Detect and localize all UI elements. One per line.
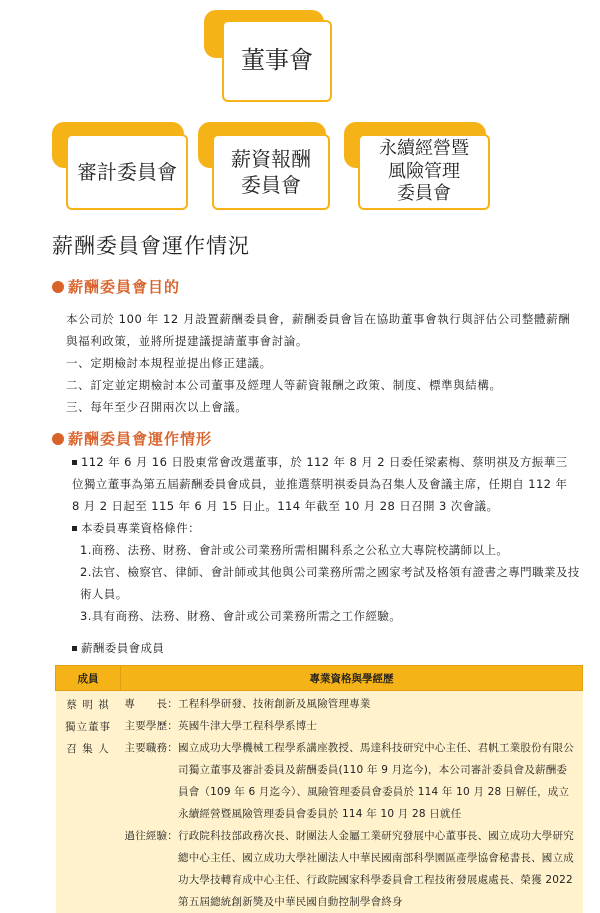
qualification-3: 3.具有商務、法務、財務、會計或公司業務所需之工作經驗。: [80, 605, 580, 627]
sustainability-committee-box: 永續經營暨 風險管理 委員會: [358, 134, 490, 210]
table-header-row: [56, 666, 583, 691]
bullet-dot-icon: [52, 281, 64, 293]
operation-bullet-3-text: 薪酬委員會成員: [81, 641, 164, 655]
member-name-cell: 蔡 明 祺 獨立董事 召 集 人: [56, 691, 121, 913]
header-member: 成員: [56, 666, 121, 691]
operation-bullet-2: [72, 517, 578, 539]
section-operation-heading: [52, 428, 212, 449]
detail-label-expertise: 專 長：: [125, 693, 179, 715]
qualification-2: 2.法官、檢察官、律師、會計師或其他與公司業務所需之國家考試及格領有證書之專門職業及技術人員。: [80, 561, 580, 605]
section-purpose-title: 薪酬委員會目的: [68, 276, 180, 297]
square-bullet-icon: [72, 460, 77, 465]
detail-text-expertise: 工程科學研發、技術創新及風險管理專業: [178, 693, 577, 715]
operation-bullet-3: [72, 637, 578, 659]
square-bullet-icon: [72, 526, 77, 531]
board-box: 董事會: [222, 20, 332, 102]
purpose-item-2: 二、訂定並定期檢討本公司董事及經理人等薪資報酬之政策、制度、標準與結構。: [66, 374, 586, 396]
purpose-item-3: 三、每年至少召開兩次以上會議。: [66, 396, 578, 418]
detail-label-experience: 過往經驗：: [125, 825, 179, 913]
members-table: [55, 665, 583, 913]
detail-label-positions: 主要職務：: [125, 737, 179, 825]
operation-bullet-1-text: 112 年 6 月 16 日股東常會改選董事，於 112 年 8 月 2 日委任梁素梅、蔡明祺及方振華三位獨立董事為第五屆薪酬委員會成員，並推選蔡明祺委員為召集人及會議主席，任期自 112 年 8 月 2 日起至 115 年 6 月 15 日止。114 年截至 10 月 28 日召開 3 次會議。: [72, 455, 568, 513]
square-bullet-icon: [72, 646, 77, 651]
purpose-paragraph: 本公司於 100 年 12 月設置薪酬委員會，薪酬委員會旨在協助董事會執行與評估公司整體薪酬與福利政策，並將所提建議提請董事會討論。: [66, 308, 578, 352]
bullet-dot-icon: [52, 433, 64, 445]
page-title: 薪酬委員會運作情況: [52, 230, 250, 260]
section-purpose-heading: [52, 276, 180, 297]
member-detail-cell: [121, 691, 583, 913]
table-row: [56, 691, 583, 913]
header-qualifications: 專業資格與學經歷: [121, 666, 583, 691]
operation-bullet-1: [72, 451, 578, 517]
section-operation-title: 薪酬委員會運作情形: [68, 428, 212, 449]
audit-committee-box: 審計委員會: [66, 134, 188, 210]
purpose-item-1: 一、定期檢討本規程並提出修正建議。: [66, 352, 578, 374]
detail-text-education: 英國牛津大學工程科學系博士: [178, 715, 577, 737]
qualification-1: 1.商務、法務、財務、會計或公司業務所需相關科系之公私立大專院校講師以上。: [80, 539, 580, 561]
detail-label-education: 主要學歷：: [125, 715, 179, 737]
operation-bullet-2-text: 本委員專業資格條件：: [81, 521, 200, 535]
remuneration-committee-box: 薪資報酬 委員會: [212, 134, 330, 210]
detail-text-experience: 行政院科技部政務次長、財團法人金屬工業研究發展中心董事長、國立成功大學研究總中心主任、國立成功大學社團法人中華民國南部科學園區產學協會秘書長、國立成功大學技轉育成中心主任、行政院國家科學委員會工程技術發展處處長、榮獲 2022 第五屆總統創新獎及中華民國自動控制學會終身: [178, 825, 577, 913]
detail-text-positions: 國立成功大學機械工程學系講座教授、馬達科技研究中心主任、君帆工業股份有限公司獨立董事及審計委員及薪酬委員(110 年 9 月迄今)，本公司審計委員會及薪酬委員會（109 年 6 月迄今）、風險管理委員會委員於 114 年 10 月 28 日解任，成立永續經營暨風險管理委員會委員於 114 年 10 月 28 日就任: [178, 737, 577, 825]
